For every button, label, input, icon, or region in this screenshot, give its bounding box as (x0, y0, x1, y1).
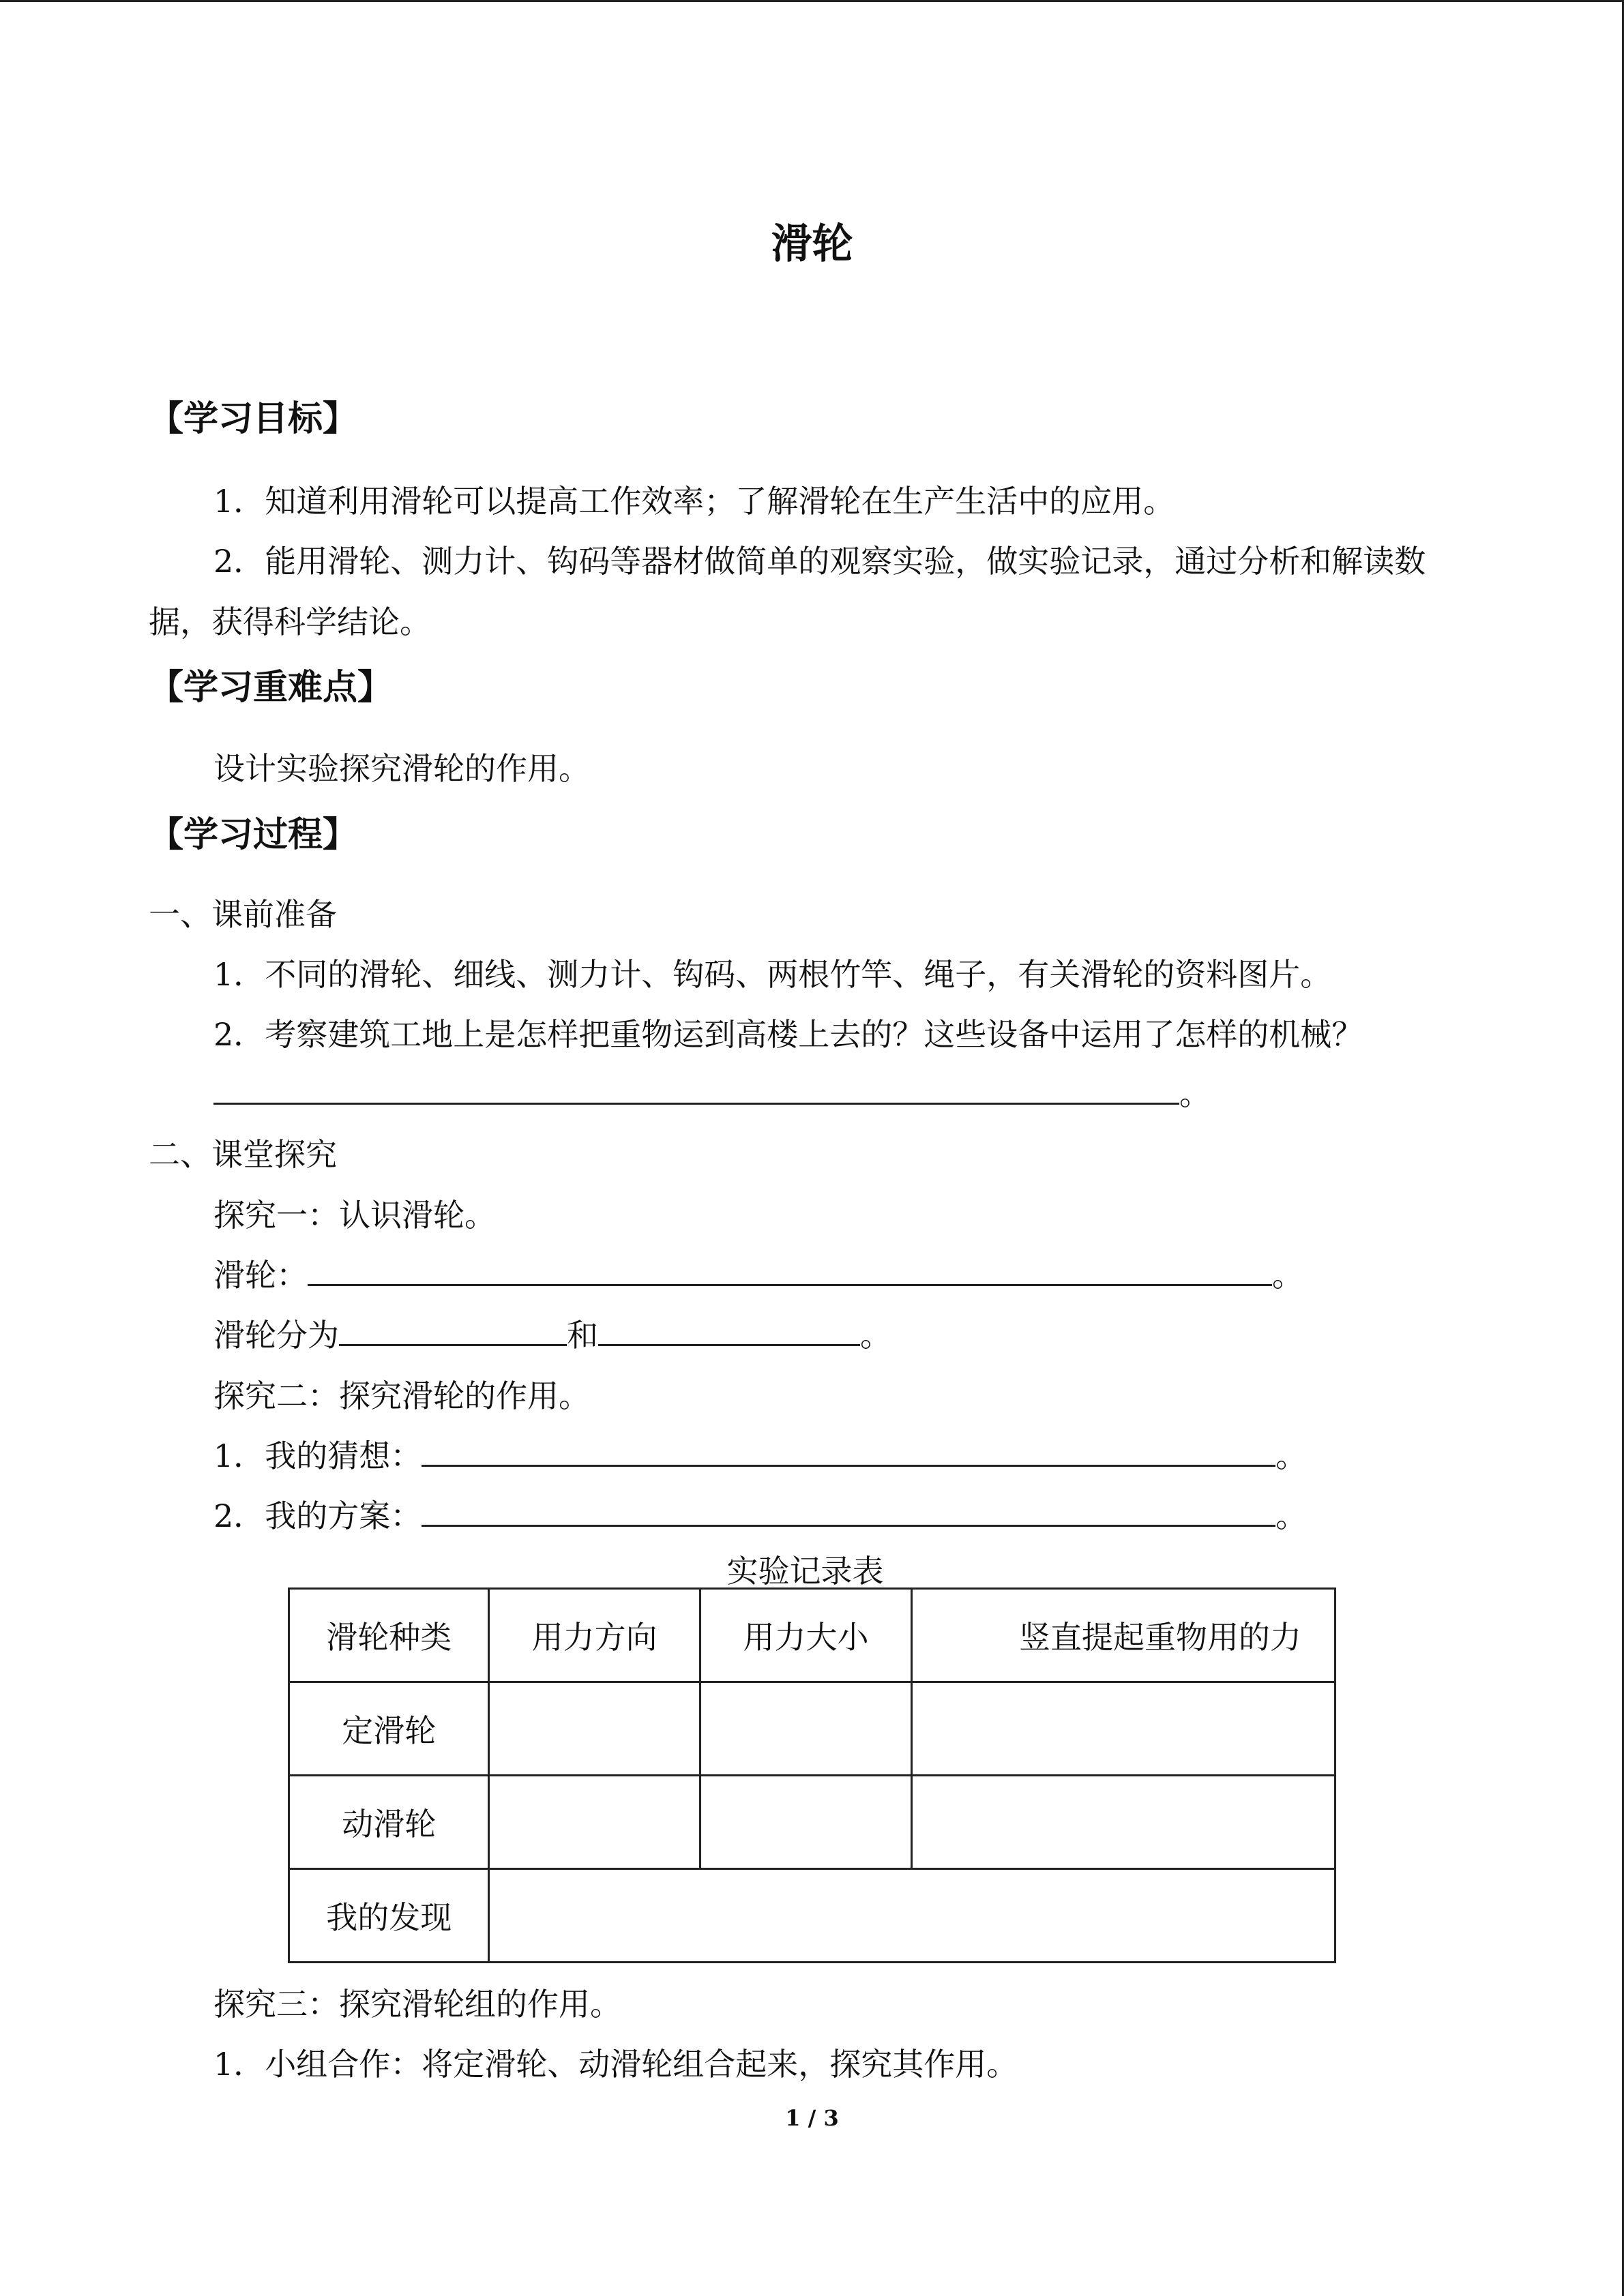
prep-item-2: 2．考察建筑工地上是怎样把重物运到高楼上去的？这些设备中运用了怎样的机械？ (213, 1016, 1363, 1053)
table-cell[interactable] (700, 1776, 911, 1869)
key-points-text: 设计实验探究滑轮的作用。 (213, 750, 590, 787)
row-label-movable-pulley: 动滑轮 (289, 1776, 489, 1869)
pulley-types-line (213, 1311, 891, 1356)
table-header-row (289, 1589, 1335, 1682)
guess-line (213, 1431, 1307, 1476)
table-row (289, 1869, 1335, 1963)
goal-item-2: 2．能用滑轮、测力计、钩码等器材做简单的观察实验，做实验记录，通过分析和解读数 (213, 543, 1426, 580)
prep-heading: 一、课前准备 (149, 896, 337, 933)
pulley-type-2-blank[interactable] (598, 1313, 860, 1346)
table-cell[interactable] (489, 1776, 700, 1869)
process-heading: 【学习过程】 (149, 815, 358, 855)
header-pulley-type: 滑轮种类 (289, 1589, 489, 1682)
header-vertical-force-text: 竖直提起重物用的力 (1019, 1619, 1301, 1656)
record-table (288, 1587, 1336, 1963)
prep-answer-line (213, 1069, 1211, 1114)
guess-label: 1．我的猜想： (213, 1437, 422, 1474)
explore-3-title: 探究三：探究滑轮组的作用。 (213, 1986, 621, 2023)
row-label-fixed-pulley: 定滑轮 (289, 1682, 489, 1776)
plan-line (213, 1491, 1307, 1536)
explore-3-item-1: 1．小组合作：将定滑轮、动滑轮组合起来，探究其作用。 (213, 2046, 1018, 2083)
table-cell[interactable] (489, 1682, 700, 1776)
prep-item-1: 1．不同的滑轮、细线、测力计、钩码、两根竹竿、绳子，有关滑轮的资料图片。 (213, 956, 1332, 993)
explore-1-title: 探究一：认识滑轮。 (213, 1197, 496, 1234)
types-and: 和 (567, 1317, 598, 1354)
end-mark: 。 (1275, 1437, 1308, 1474)
key-points-heading: 【学习重难点】 (149, 668, 393, 708)
page-number: 1 / 3 (785, 2105, 839, 2131)
table-row (289, 1776, 1335, 1869)
header-force-direction: 用力方向 (489, 1589, 700, 1682)
goals-heading: 【学习目标】 (149, 399, 358, 439)
table-row (289, 1682, 1335, 1776)
plan-label: 2．我的方案： (213, 1497, 422, 1534)
findings-cell[interactable] (489, 1869, 1335, 1963)
row-label-findings: 我的发现 (289, 1869, 489, 1963)
explore-2-title: 探究二：探究滑轮的作用。 (213, 1377, 590, 1414)
document-title: 滑轮 (771, 220, 853, 268)
explore-heading: 二、课堂探究 (149, 1136, 337, 1173)
types-label: 滑轮分为 (213, 1317, 339, 1354)
plan-blank[interactable] (422, 1493, 1275, 1527)
goal-item-1: 1．知道利用滑轮可以提高工作效率；了解滑轮在生产生活中的应用。 (213, 483, 1175, 520)
end-mark: 。 (1275, 1497, 1308, 1534)
pulley-definition-line (213, 1251, 1303, 1296)
end-mark: 。 (860, 1317, 891, 1354)
table-cell[interactable] (912, 1776, 1335, 1869)
page-top-border (0, 0, 1624, 2)
pulley-definition-blank[interactable] (308, 1253, 1272, 1286)
table-caption: 实验记录表 (726, 1553, 884, 1590)
answer-blank[interactable] (213, 1071, 1179, 1105)
end-mark: 。 (1272, 1257, 1303, 1294)
pulley-type-1-blank[interactable] (339, 1313, 567, 1346)
pulley-label: 滑轮： (213, 1257, 308, 1294)
table-cell[interactable] (700, 1682, 911, 1776)
header-vertical-force (912, 1589, 1335, 1682)
goal-item-2-continued: 据，获得科学结论。 (149, 603, 431, 640)
end-mark: 。 (1179, 1075, 1211, 1112)
guess-blank[interactable] (422, 1433, 1275, 1467)
header-force-magnitude: 用力大小 (700, 1589, 911, 1682)
table-cell[interactable] (912, 1682, 1335, 1776)
